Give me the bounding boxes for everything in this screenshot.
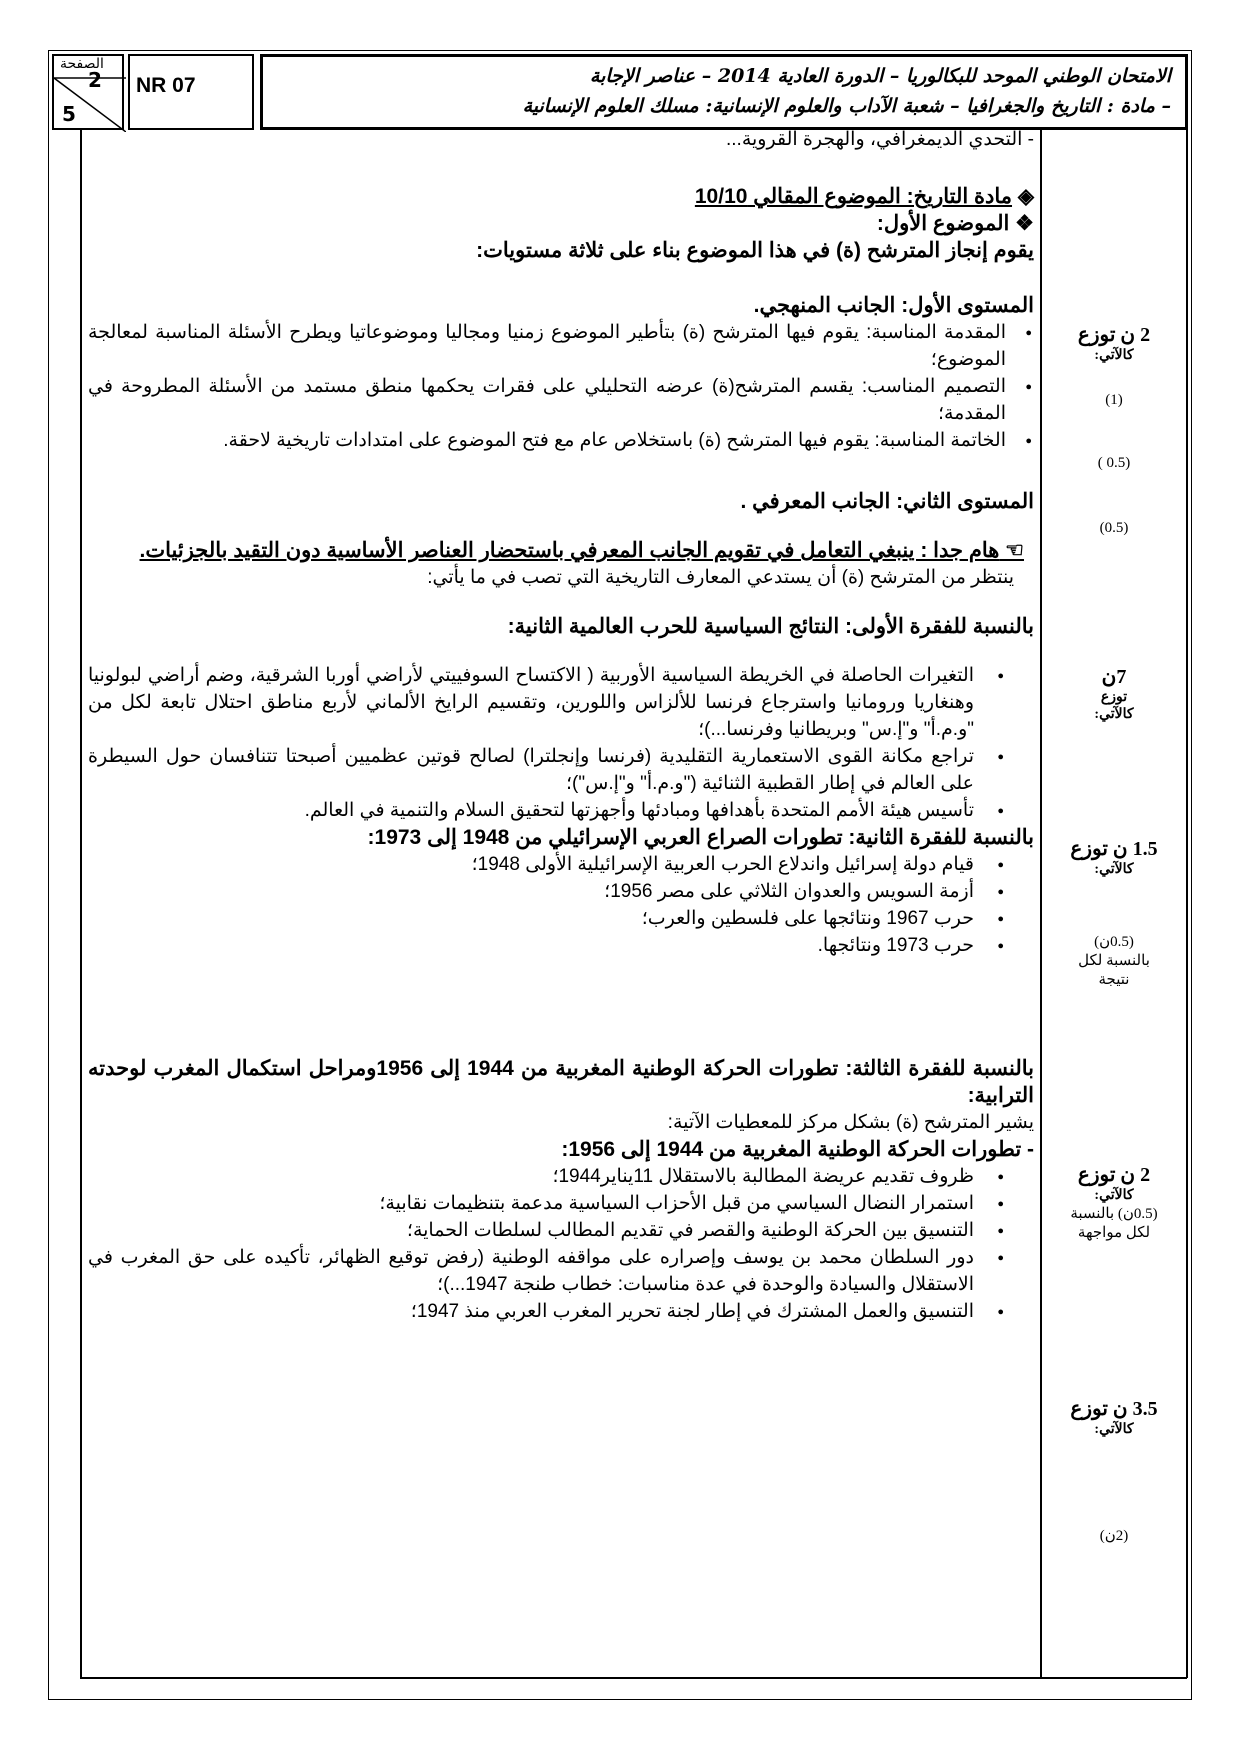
level1-title: المستوى الأول: الجانب المنهجي. [753, 294, 1034, 317]
list-item: ● الخاتمة المناسبة: يقوم فيها المترشح (ة) باستخلاص عام مع فتح الموضوع على امتدادات تاريخية لاحقة. [88, 427, 1006, 454]
grade-level2-sub1: توزع [1100, 690, 1128, 705]
exam-title-line1: الامتحان الوطني الموحد للبكالوريا – الدورة العادية 2014 – عناصر الإجابة [589, 65, 1171, 87]
subject-heading-row [88, 183, 1034, 210]
grade-value: (0.5 ) [1097, 455, 1131, 471]
bottom-line [80, 1677, 1187, 1679]
exam-code: NR 07 [128, 54, 254, 130]
grade-level1-sub: كالآتي: [1094, 348, 1134, 363]
para3-intro: يشير المترشح (ة) بشكل مركز للمعطيات الآتية: [667, 1112, 1034, 1133]
list-item: ● التصميم المناسب: يقسم المترشح(ة) عرضه التحليلي على فقرات يحكمها منطق مستمد من الأسئلة المطروحة في المقدمة؛ [88, 373, 1006, 427]
grade-value: (1) [1105, 392, 1123, 408]
page-number: 2 [88, 68, 102, 92]
list-item: ● تأسيس هيئة الأمم المتحدة بأهدافها ومبادئها وأجهزتها لتحقيق السلام والتنمية في العالم. [88, 797, 974, 824]
answer-content [88, 128, 1034, 1325]
list-item: ● دور السلطان محمد بن يوسف وإصراره على مواقفه الوطنية (رفض توقيع الظهائر، تأكيده على حق المغرب في الاستقلال والسيادة والوحدة في عدة مناسبات: خطاب طنجة 1947...)؛ [88, 1244, 974, 1298]
header [52, 54, 1188, 130]
grade-level1 [1042, 322, 1186, 537]
left-column-line [80, 130, 82, 1678]
grade-para1-note3: نتيجة [1098, 972, 1130, 988]
page-label: الصفحة [60, 56, 104, 72]
grade-para1-note2: بالنسبة لكل [1078, 953, 1150, 969]
grade-para2-note1: (0.5ن) بالنسبة [1070, 1206, 1158, 1222]
top-line: - التحدي الديمغرافي، والهجرة القروية... [726, 129, 1034, 150]
grade-para2-note2: لكل مواجهة [1077, 1225, 1151, 1241]
list-item: ● أزمة السويس والعدوان الثلاثي على مصر 1956؛ [88, 878, 974, 905]
intro: يقوم إنجاز المترشح (ة) في هذا الموضوع بناء على ثلاثة مستويات: [476, 239, 1034, 262]
para1-list [88, 662, 1034, 824]
list-item: ● المقدمة المناسبة: يقوم فيها المترشح (ة) بتأطير الموضوع زمنيا ومجاليا وموضوعاتيا ويطرح الأسئلة المناسبة لمعالجة الموضوع؛ [88, 319, 1006, 373]
list-item: ● التنسيق بين الحركة الوطنية والقصر في تقديم المطالب لسلطات الحماية؛ [88, 1217, 974, 1244]
list-item: ● تراجع مكانة القوى الاستعمارية التقليدية (فرنسا وإنجلترا) لصالح قوتين عظميين أصبحتا تتنافسان حول السيطرة على العالم في إطار القطبية الثنائية ("و.م.أ" و"إ.س")؛ [88, 743, 974, 797]
grade-para1-note1: (0.5ن) [1094, 934, 1134, 950]
page-number-box [52, 54, 124, 130]
topic-heading: الموضوع الأول: [876, 212, 1010, 235]
subject-heading: مادة التاريخ: الموضوع المقالي 10/10 [694, 185, 1013, 208]
grade-para3-sub: كالآتي: [1094, 1422, 1134, 1437]
exam-title-line2: – مادة : التاريخ والجغرافيا – شعبة الآداب والعلوم الإنسانية: مسلك العلوم الإنسانية [522, 95, 1171, 117]
para2-title: بالنسبة للفقرة الثانية: تطورات الصراع العربي الإسرائيلي من 1948 إلى 1973: [367, 826, 1034, 849]
list-item: ● قيام دولة إسرائيل واندلاع الحرب العربية الإسرائيلية الأولى 1948؛ [88, 851, 974, 878]
para2-list [88, 851, 1034, 959]
exam-title-box [260, 54, 1188, 130]
para3-title: بالنسبة للفقرة الثالثة: تطورات الحركة الوطنية المغربية من 1944 إلى 1956ومراحل استكمال المغرب لوحدته الترابية: [88, 1057, 1034, 1107]
diamond-icon: ◈ [1012, 185, 1034, 208]
grade-level1-head: 2 ن توزع [1077, 324, 1151, 346]
level2-title: المستوى الثاني: الجانب المعرفي . [740, 490, 1034, 513]
list-item: ● حرب 1967 ونتائجها على فلسطين والعرب؛ [88, 905, 974, 932]
pointing-hand-icon: ☜ [999, 539, 1024, 562]
grade-level2-head: 7ن [1101, 666, 1127, 688]
grade-para2-head: 2 ن توزع [1077, 1164, 1151, 1186]
grade-para2-sub: كالآتي: [1094, 1188, 1134, 1203]
grade-value: (0.5) [1099, 520, 1129, 536]
grade-para1 [1042, 836, 1186, 989]
grade-level2-sub2: كالآتي: [1094, 707, 1134, 722]
grade-para1-sub: كالآتي: [1094, 862, 1134, 877]
para3-sub: - تطورات الحركة الوطنية المغربية من 1944 إلى 1956: [561, 1138, 1034, 1161]
topic-heading-row [88, 210, 1034, 237]
right-column-line [1186, 130, 1188, 1678]
level1-list [88, 319, 1034, 454]
grade-para3-value: (2ن) [1099, 1528, 1129, 1544]
important-note-row [88, 537, 1034, 564]
grade-para2 [1042, 1162, 1186, 1242]
list-item: ● التنسيق والعمل المشترك في إطار لجنة تحرير المغرب العربي منذ 1947؛ [88, 1298, 974, 1325]
para3-list [88, 1163, 1034, 1325]
list-item: ● استمرار النضال السياسي من قبل الأحزاب السياسية مدعمة بتنظيمات نقابية؛ [88, 1190, 974, 1217]
grade-level2 [1042, 664, 1186, 723]
page-total: 5 [62, 102, 76, 126]
expected: ينتظر من المترشح (ة) أن يستدعي المعارف التاريخية التي تصب في ما يأتي: [427, 567, 1014, 588]
grade-para1-head: 1.5 ن توزع [1070, 838, 1158, 860]
para1-title: بالنسبة للفقرة الأولى: النتائج السياسية للحرب العالمية الثانية: [507, 615, 1034, 638]
list-item: ● التغيرات الحاصلة في الخريطة السياسية الأوربية ( الاكتساح السوفييتي لأراضي أوربا الشرقية، وضم أراضي لبولونيا وهنغاريا ورومانيا واسترجاع فرنسا للألزاس واللورين، وتقسيم الرايخ الألماني لأربع مناطق احتلال تابعة لكل من "و.م.أ" و"إ.س" وبريطانيا وفرنسا...)؛ [88, 662, 974, 743]
clover-icon: ❖ [1009, 212, 1034, 235]
grade-para3-head: 3.5 ن توزع [1070, 1398, 1158, 1420]
important-note: هام جدا : ينبغي التعامل في تقويم الجانب المعرفي باستحضار العناصر الأساسية دون التقيد بالجزئيات. [139, 539, 1000, 562]
list-item: ● ظروف تقديم عريضة المطالبة بالاستقلال 11يناير1944؛ [88, 1163, 974, 1190]
grade-para3 [1042, 1396, 1186, 1545]
list-item: ● حرب 1973 ونتائجها. [88, 932, 974, 959]
